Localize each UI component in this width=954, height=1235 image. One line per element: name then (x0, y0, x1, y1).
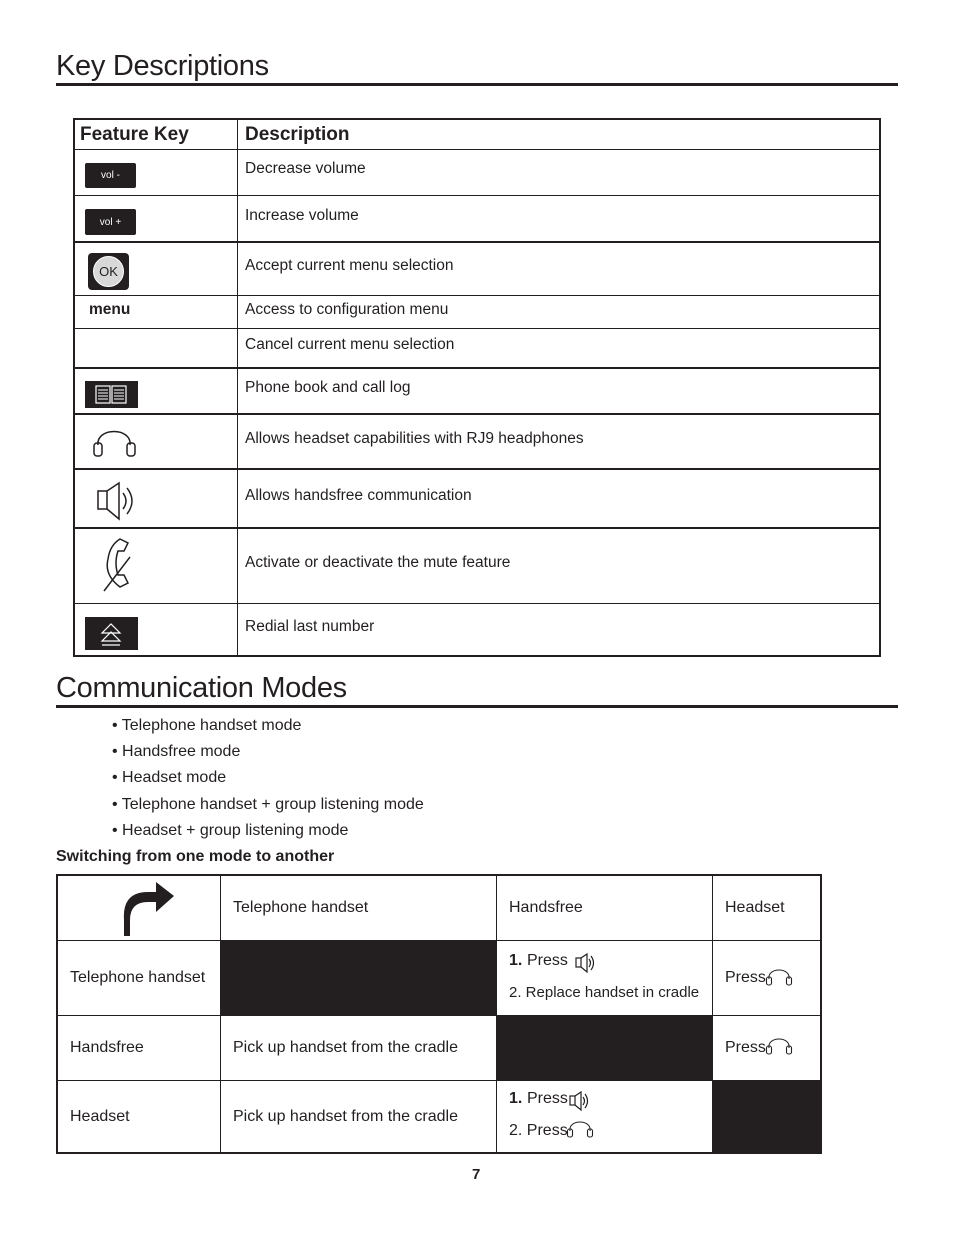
menu-key-label: menu (89, 301, 131, 318)
list-item: • Telephone handset mode (112, 717, 302, 734)
page-number: 7 (472, 1166, 481, 1183)
vol-plus-key: vol + (85, 209, 136, 235)
step-text: Pick up handset from the cradle (233, 1039, 459, 1056)
row-header: Handsfree (70, 1039, 144, 1056)
headset-icon (765, 963, 793, 992)
speaker-icon (95, 479, 141, 528)
disabled-cell (220, 940, 497, 1016)
speaker-icon (568, 1090, 592, 1117)
speaker-icon (574, 952, 598, 979)
disabled-cell (496, 1015, 713, 1081)
column-header-description: Description (245, 124, 350, 145)
column-header: Handsfree (509, 899, 583, 916)
step-text: Press (527, 952, 568, 969)
step-text: Press (725, 969, 766, 986)
table-row-description: Increase volume (245, 207, 359, 224)
table-row-description: Accept current menu selection (245, 257, 454, 274)
phonebook-icon (85, 381, 138, 408)
table-row-description: Phone book and call log (245, 379, 411, 396)
table-row-description: Decrease volume (245, 160, 366, 177)
step-text: Press (527, 1090, 568, 1107)
row-header: Telephone handset (70, 969, 206, 986)
section-title-communication-modes: Communication Modes (56, 672, 347, 704)
redial-icon (85, 617, 138, 650)
row-header: Headset (70, 1108, 130, 1125)
ok-key: OK (88, 253, 129, 290)
section-rule (56, 705, 898, 708)
table-row-description: Access to configuration menu (245, 301, 449, 318)
section-rule (56, 83, 898, 86)
table-row-description: Allows headset capabilities with RJ9 headphones (245, 430, 584, 447)
column-header: Telephone handset (233, 899, 369, 916)
table-row-description: Allows handsfree communication (245, 487, 472, 504)
column-header: Headset (725, 899, 785, 916)
list-item: • Handsfree mode (112, 743, 241, 760)
disabled-cell (712, 1080, 822, 1154)
mute-icon (98, 535, 138, 600)
vol-minus-key: vol - (85, 163, 136, 188)
headset-icon (92, 419, 138, 464)
headset-icon (566, 1115, 594, 1144)
curved-arrow-icon (120, 880, 176, 943)
table-row-description: Activate or deactivate the mute feature (245, 554, 511, 571)
headset-icon (765, 1032, 793, 1061)
step-text: 2. Press (509, 1122, 568, 1139)
step-number: 1. (509, 952, 523, 969)
list-item: • Headset mode (112, 769, 227, 786)
switching-label: Switching from one mode to another (56, 848, 335, 865)
step-number: 1. (509, 1090, 523, 1107)
step-text: 2. Replace handset in cradle (509, 984, 700, 1001)
step-text: Pick up handset from the cradle (233, 1108, 459, 1125)
table-row-description: Cancel current menu selection (245, 336, 455, 353)
step-text: Press (725, 1039, 766, 1056)
section-title-key-descriptions: Key Descriptions (56, 50, 269, 82)
list-item: • Telephone handset + group listening mode (112, 796, 424, 813)
list-item: • Headset + group listening mode (112, 822, 349, 839)
table-row-description: Redial last number (245, 618, 375, 635)
column-header-feature-key: Feature Key (80, 124, 189, 145)
